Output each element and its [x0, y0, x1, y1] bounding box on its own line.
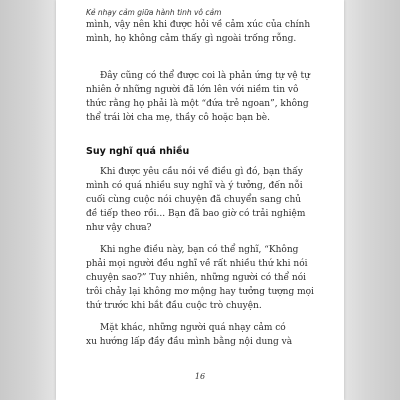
book-page: [56, 0, 344, 400]
text-line: đề tiếp theo rồi... Bạn đã bao giờ có trải nghiệm: [86, 209, 306, 219]
text-line: Mặt khác, những người quá nhạy cảm có: [100, 323, 286, 333]
text-line: thể trái lời cha mẹ, thầy cô hoặc bạn bè.: [86, 113, 270, 123]
text-line: mình, họ không cảm thấy gì ngoài trống rỗng.: [86, 34, 297, 44]
background-left: [0, 0, 56, 400]
text-line: thứ trước khi bắt đầu cuộc trò chuyện.: [86, 301, 262, 311]
text-line: mình có quá nhiều suy nghĩ và ý tưởng, đến nỗi: [86, 181, 303, 191]
text-line: Đây cũng có thể được coi là phản ứng tự vệ tự: [100, 71, 310, 81]
text-line: cuối cùng cuộc nói chuyện đã chuyển sang chủ: [86, 195, 302, 205]
text-line: xu hướng lấp đầy đầu mình bằng nội dung và: [86, 337, 293, 347]
text-line: Khi được yêu cầu nói về điều gì đó, bạn thấy: [100, 167, 303, 177]
text-line: trôi chảy lại không mơ mộng hay tưởng tượng mọi: [86, 287, 314, 297]
section-heading: Suy nghĩ quá nhiều: [86, 146, 190, 157]
text-line: như vậy chưa?: [86, 223, 152, 233]
text-line: thức rằng họ phải là một “đứa trẻ ngoan”, không: [86, 99, 309, 109]
page-number: 16: [194, 372, 206, 381]
text-line: nhiên ở những người đã lớn lên với niềm tin vô: [86, 85, 299, 95]
running-head: Kẻ nhạy cảm giữa hành tinh vô cảm: [86, 8, 222, 17]
background-right: [344, 0, 400, 400]
text-line: phải mọi người đều nghĩ về rất nhiều thứ khi nói: [86, 259, 308, 269]
text-line: chuyện sao?” Tuy nhiên, những người có thể nói: [86, 273, 306, 283]
text-line: Khi nghe điều này, bạn có thể nghĩ, “Không: [100, 245, 299, 255]
text-line: mình, vậy nên khi được hỏi về cảm xúc của chính: [86, 20, 311, 30]
